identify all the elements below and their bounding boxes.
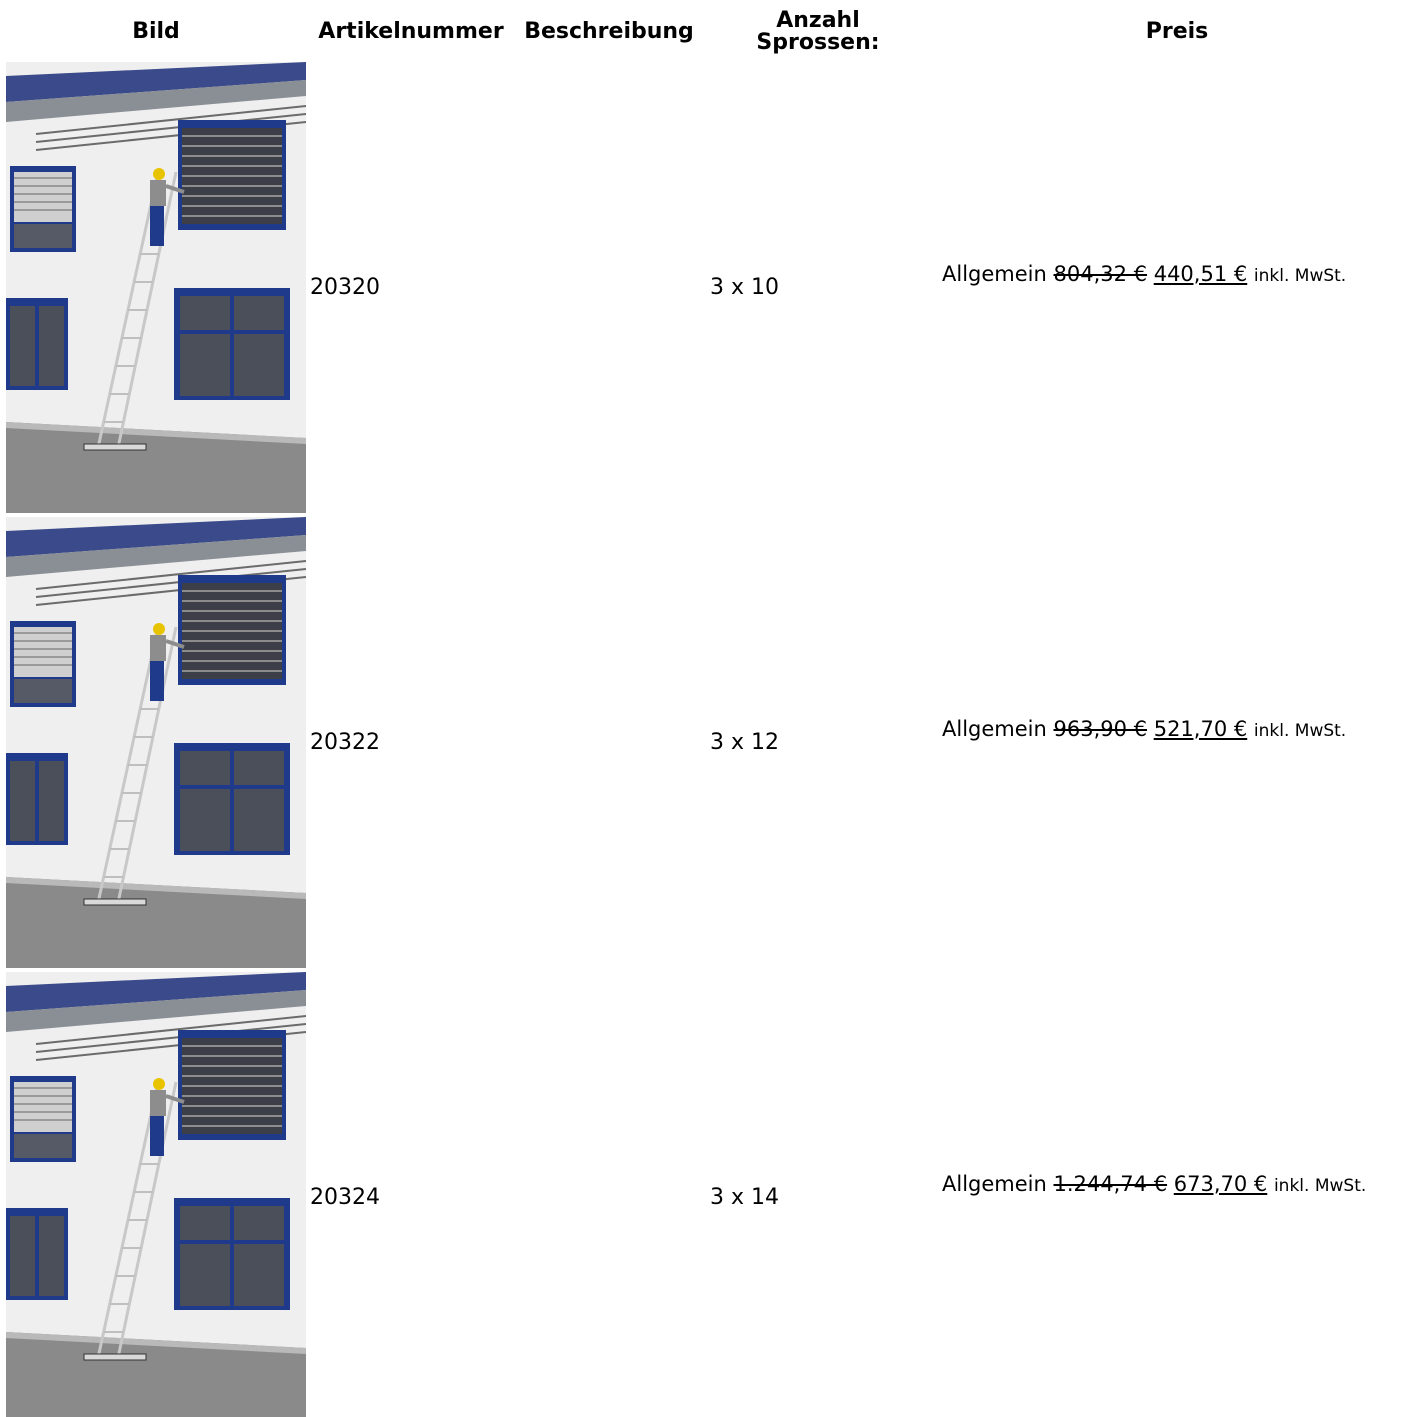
description — [514, 970, 704, 1417]
header-rungs — [704, 4, 932, 60]
product-image-cell — [4, 970, 308, 1417]
product-image-cell — [4, 60, 308, 515]
description — [514, 60, 704, 515]
vat-note: inkl. MwSt. — [1253, 720, 1347, 741]
article-number: 20320 — [310, 275, 380, 300]
rungs-count: 3 x 14 — [710, 1185, 779, 1210]
price-group: Allgemein — [942, 261, 1047, 286]
table-row — [4, 60, 1422, 515]
header-rungs-line2: Sprossen: — [756, 30, 880, 55]
product-image[interactable] — [6, 972, 306, 1417]
header-price: Preis — [1145, 19, 1209, 44]
header-description: Beschreibung — [524, 19, 694, 44]
rungs-count: 3 x 12 — [710, 730, 779, 755]
vat-note: inkl. MwSt. — [1253, 265, 1347, 286]
header-article-number: Artikelnummer — [318, 19, 504, 44]
rungs-count: 3 x 10 — [710, 275, 779, 300]
price-group: Allgemein — [942, 716, 1047, 741]
table-row — [4, 515, 1422, 970]
price-cell — [932, 515, 1422, 970]
new-price: 521,70 € — [1153, 716, 1248, 741]
vat-note: inkl. MwSt. — [1273, 1175, 1367, 1196]
table-row — [4, 970, 1422, 1417]
price-group: Allgemein — [942, 1171, 1047, 1196]
old-price: 1.244,74 € — [1053, 1171, 1168, 1196]
old-price: 963,90 € — [1053, 716, 1148, 741]
new-price: 673,70 € — [1173, 1171, 1268, 1196]
new-price: 440,51 € — [1153, 261, 1248, 286]
product-image-cell — [4, 515, 308, 970]
product-image[interactable] — [6, 62, 306, 513]
product-image[interactable] — [6, 517, 306, 968]
description — [514, 515, 704, 970]
price-cell — [932, 60, 1422, 515]
article-number: 20324 — [310, 1185, 380, 1210]
table-header-row — [4, 4, 1422, 60]
product-table — [4, 4, 1422, 1417]
header-image: Bild — [132, 19, 180, 44]
old-price: 804,32 € — [1053, 261, 1148, 286]
article-number: 20322 — [310, 730, 380, 755]
header-rungs-line1: Anzahl — [776, 8, 860, 33]
price-cell — [932, 970, 1422, 1417]
